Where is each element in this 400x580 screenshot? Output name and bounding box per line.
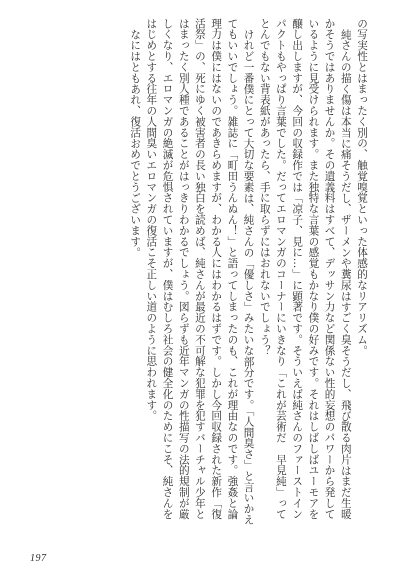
paragraph: なにはともあれ、復活おめでとうございます。 [129, 28, 142, 258]
page-number: 197 [30, 553, 47, 564]
vertical-text-block [30, 18, 370, 528]
paragraph: の写実性とはまったく別の、触覚嗅覚といった体感的なリアリズム。 [356, 18, 368, 356]
paragraph: けれど一番僕にとって大切な要素は、純さんの「優しさ」みたいな部分です。「人間臭さ」と言いかえてもいいでしょう。雑誌に「町田うんぬん！」と語ってしまったのも、これが理由なのです。強姦と論理力は僕にはないのであきらめますが、わかる人にはわかるはずです。しかし今回収録された新作「復活祭」の、死にゆく被害者の長い独白を読めば、純さんが最近の不可解な犯罪を犯すバーチャル少年とはまったく別人種であることがはっきりわかるでしょう。図らずも近年マンガの性描写の法的規制が厳しくなり、エロマンガの絶滅が危惧されていますが、僕はむしろ社会の健全化のためにこそ、純さんをはじめとする往年の人間臭いエロマンガの復活こそ正しい道のように思われます。 [145, 18, 255, 525]
paragraph: 純さんの描く傷は本当に痛そうだし、ザーメンや糞尿はすごく臭そうだし、飛び散る肉片はまだ生暖かそうではありませんか。その遺義料はすべて、デッサン力など関係ない性的妄想のパワーから発しているように見受けられます。また独特な言葉の感覚もかなり僕の好みです。それはしばしばユーモアを醸し出しますが、今回の収録作では「凉子、見に…」に顕著です。そういえば純さんのファーストインパクトもやっぱり言葉でした。だってエロマンガのコーナーにいきなり「これが芸術だ 早見純」ってとんでもない背表紙があったら、手に取らずにはおれないでしょう？ [258, 18, 352, 520]
